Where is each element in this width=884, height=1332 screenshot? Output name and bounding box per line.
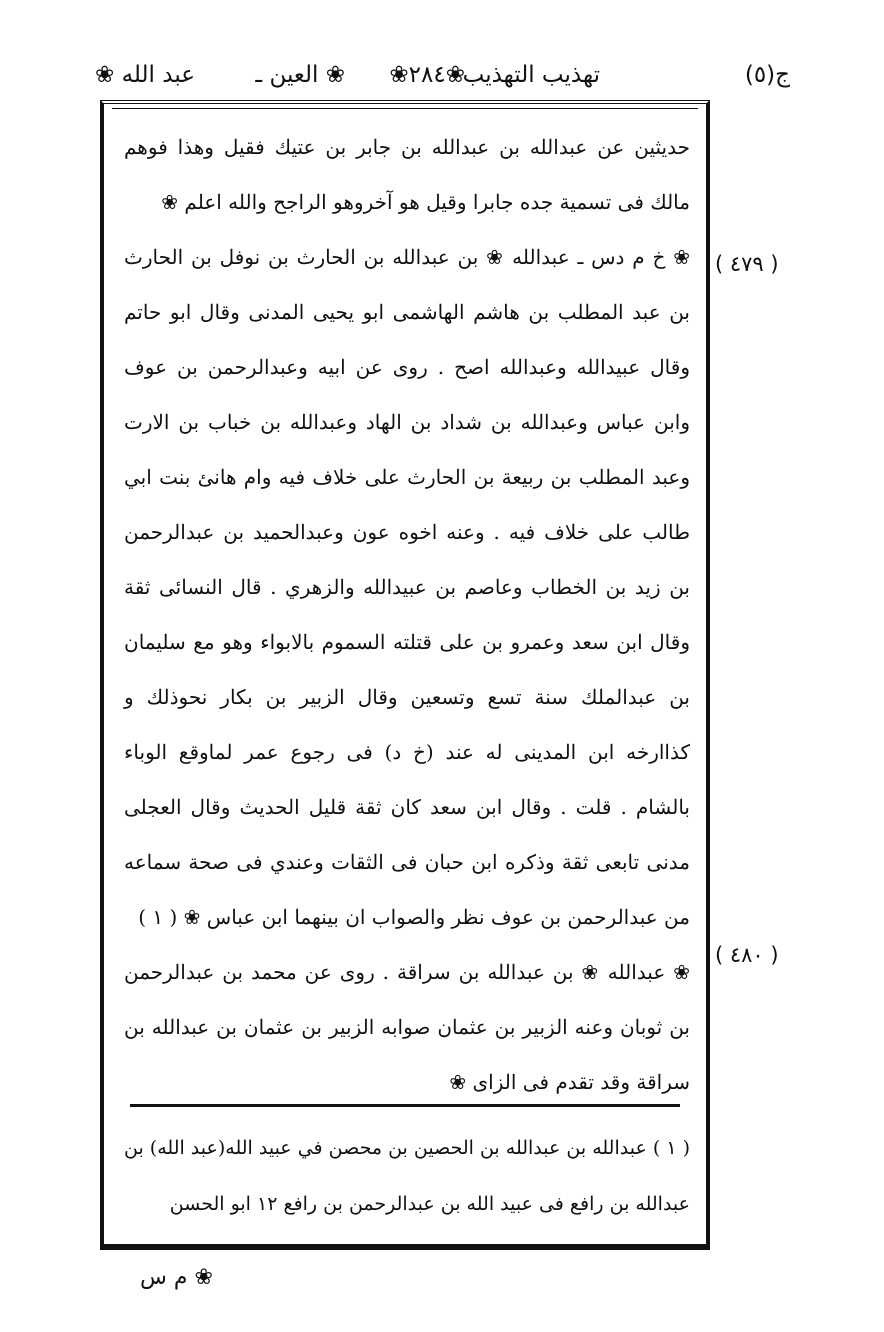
book-title: تهذيب التهذيب (462, 62, 600, 88)
footnote-divider (130, 1104, 680, 1107)
footnote (124, 1120, 690, 1232)
section-label: ❀ العين ـ (255, 62, 345, 88)
footnote-text: ( ١ ) عبدالله بن عبدالله بن الحصين بن محصن في عبيد الله(عبد الله) بن عبدالله بن رافع فى عبيد الله بن عبدالرحمن بن رافع ١٢ ابو الحسن (124, 1137, 690, 1215)
entry-number-479: ( ٤٧٩ ) (715, 252, 779, 276)
name-section-label: عبد الله ❀ (95, 62, 195, 88)
entry-number-480: ( ٤٨٠ ) (715, 943, 779, 967)
volume-label: ج(٥) (744, 62, 790, 88)
page-number: ❀٢٨٤❀ (389, 62, 465, 88)
entry-continuation: حديثين عن عبدالله بن عبدالله بن جابر بن عتيك فقيل وهذا فوهم مالك فى تسمية جده جابرا وقيل هو آخروهو الراجح والله اعلم ❀ (124, 135, 690, 214)
entry-479: ❀ خ م دس ـ عبدالله ❀ بن عبدالله بن الحارث بن نوفل بن الحارث بن عبد المطلب بن هاشم الهاشمى ابو يحيى المدنى وقال ابو حاتم وقال عبيدالله وعبدالله اصح . روى عن ابيه وعبدالرحمن بن عوف وابن عباس وعبدالله بن شداد بن الهاد وعبدالله بن خباب بن الارت وعبد المطلب بن ربيعة بن الحارث على خلاف فيه وام هانئ بنت ابي طالب على خلاف فيه . وعنه اخوه عون وعبدالحميد بن عبدالرحمن بن زيد بن الخطاب وعاصم بن عبيدالله والزهري . قال النسائى ثقة وقال ابن سعد وعمرو بن على قتلته السموم بالابواء وهو مع سليمان بن عبدالملك سنة تسع وتسعين وقال الزبير بن بكار نحوذلك و كذاارخه ابن المدينى له عند (خ د) فى رجوع عمر لماوقع الوباء بالشام . قلت . وقال ابن سعد كان ثقة قليل الحديث وقال العجلى مدنى تابعى ثقة وذكره ابن حبان فى الثقات وعندي فى صحة سماعه من عبدالرحمن بن عوف نظر والصواب ان بينهما ابن عباس ❀ ( ١ ) (124, 245, 690, 929)
signature-mark: ❀ م س (140, 1265, 213, 1290)
main-text (124, 120, 690, 1110)
page-header (95, 52, 790, 98)
top-rule (112, 108, 698, 109)
bottom-rule (100, 1244, 710, 1247)
entry-480: ❀ عبدالله ❀ بن عبدالله بن سراقة . روى عن محمد بن عبدالرحمن بن ثوبان وعنه الزبير بن عثمان صوابه الزبير بن عثمان بن عبدالله بن سراقة وقد تقدم فى الزاى ❀ (124, 960, 690, 1094)
